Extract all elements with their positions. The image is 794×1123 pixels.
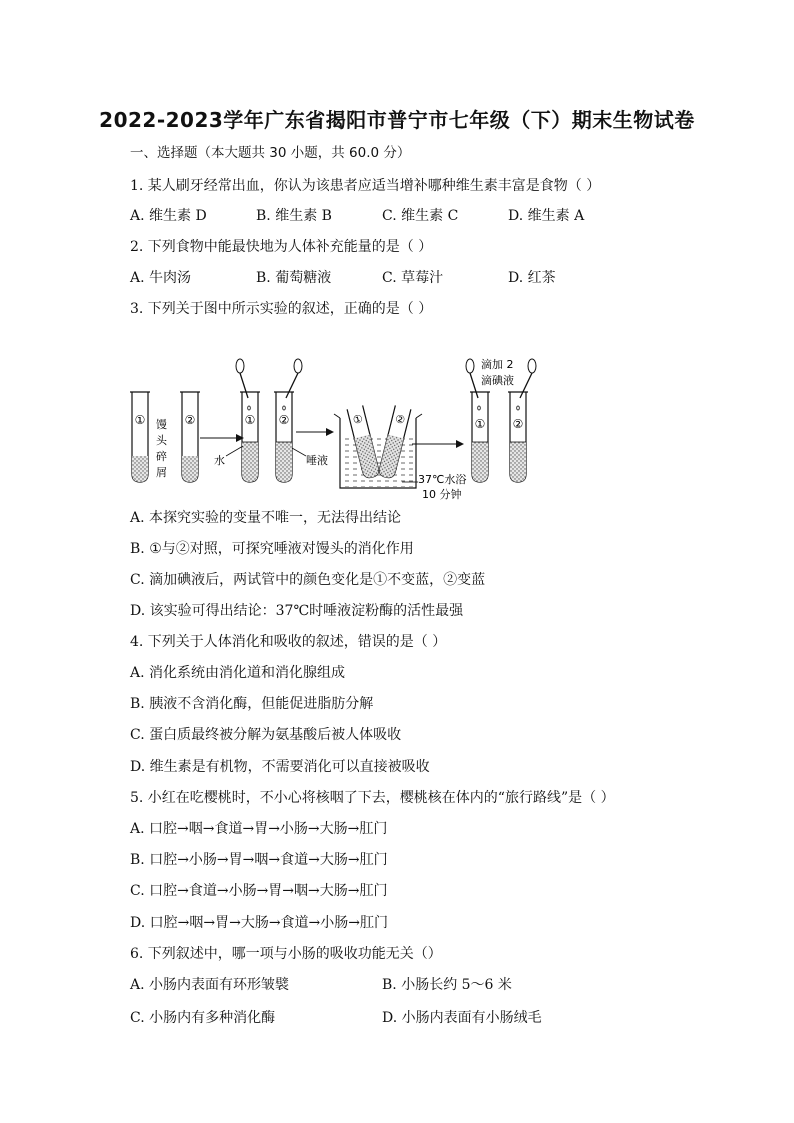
q5-stem: 5. 小红在吃樱桃时，不小心将核咽了下去，樱桃核在体内的“旅行路线”是（ ） xyxy=(130,790,615,806)
water-label: 水 xyxy=(214,454,225,467)
q6-option-a[interactable]: A. 小肠内表面有环形皱襞 xyxy=(130,977,290,993)
arrow-3 xyxy=(412,440,464,448)
stage2-tube2-label: ② xyxy=(278,413,290,427)
q5-option-c[interactable]: C. 口腔→食道→小肠→胃→咽→大肠→肛门 xyxy=(130,883,388,899)
q4-option-d[interactable]: D. 维生素是有机物，不需要消化可以直接被吸收 xyxy=(130,759,430,775)
q5-option-b[interactable]: B. 口腔→小肠→胃→咽→食道→大肠→肛门 xyxy=(130,852,388,868)
water-bath-beaker xyxy=(334,405,422,488)
q4-option-c[interactable]: C. 蛋白质最终被分解为氨基酸后被人体吸收 xyxy=(130,727,402,743)
arrow-1 xyxy=(200,434,244,442)
q1-option-a[interactable]: A. 维生素 D xyxy=(130,208,207,224)
mantou-char-1: 馒 xyxy=(156,418,167,431)
q6-stem: 6. 下列叙述中，哪一项与小肠的吸收功能无关（） xyxy=(130,946,442,962)
q3-option-c[interactable]: C. 滴加碘液后，两试管中的颜色变化是①不变蓝，②变蓝 xyxy=(130,572,486,588)
q2-stem: 2. 下列食物中能最快地为人体补充能量的是（ ） xyxy=(130,239,433,255)
stage1-tube2 xyxy=(180,392,200,482)
stage2-tube2 xyxy=(274,392,294,482)
q2-option-a[interactable]: A. 牛肉汤 xyxy=(130,270,192,286)
stage4-tube1-label: ① xyxy=(474,417,486,431)
q1-option-d[interactable]: D. 维生素 A xyxy=(508,208,585,224)
q2-option-d[interactable]: D. 红茶 xyxy=(508,270,556,286)
stage1-tube1-label: ① xyxy=(134,413,146,427)
saliva-label: 唾液 xyxy=(306,454,328,467)
q4-option-a[interactable]: A. 消化系统由消化道和消化腺组成 xyxy=(130,665,346,681)
bath-tube1-label: ① xyxy=(351,411,365,427)
q3-stem: 3. 下列关于图中所示实验的叙述，正确的是（ ） xyxy=(130,301,433,317)
experiment-figure xyxy=(120,352,550,502)
iodine-label-line1: 滴加 2 xyxy=(481,358,514,371)
arrow-2 xyxy=(296,428,334,436)
q6-option-c[interactable]: C. 小肠内有多种消化酶 xyxy=(130,1010,276,1026)
q3-option-d[interactable]: D. 该实验可得出结论：37℃时唾液淀粉酶的活性最强 xyxy=(130,603,464,619)
q5-option-d[interactable]: D. 口腔→咽→胃→大肠→食道→小肠→肛门 xyxy=(130,915,389,931)
q4-stem: 4. 下列关于人体消化和吸收的叙述，错误的是（ ） xyxy=(130,634,447,650)
stage1-tube2-label: ② xyxy=(184,413,196,427)
q1-option-b[interactable]: B. 维生素 B xyxy=(256,208,332,224)
stage1-tube1 xyxy=(130,392,150,482)
saliva-leader-line xyxy=(292,448,306,456)
mantou-char-4: 屑 xyxy=(156,466,167,479)
dropper-3 xyxy=(466,359,480,410)
q2-option-c[interactable]: C. 草莓汁 xyxy=(382,270,444,286)
q2-option-b[interactable]: B. 葡萄糖液 xyxy=(256,270,332,286)
stage2-tube1 xyxy=(240,392,260,482)
bath-time-label: 10 分钟 xyxy=(422,488,462,501)
stage4-tube2 xyxy=(508,392,528,482)
mantou-char-3: 碎 xyxy=(156,450,167,463)
iodine-label-line2: 滴碘液 xyxy=(481,374,514,387)
q3-option-b[interactable]: B. ①与②对照，可探究唾液对馒头的消化作用 xyxy=(130,541,414,557)
bath-tube2-label: ② xyxy=(393,411,407,427)
exam-title: 2022-2023学年广东省揭阳市普宁市七年级（下）期末生物试卷 xyxy=(99,108,695,132)
water-leader-line xyxy=(226,446,243,456)
q6-option-d[interactable]: D. 小肠内表面有小肠绒毛 xyxy=(382,1010,542,1026)
q1-stem: 1. 某人刷牙经常出血，你认为该患者应适当增补哪种维生素丰富是食物（ ） xyxy=(130,178,601,194)
q5-option-a[interactable]: A. 口腔→咽→食道→胃→小肠→大肠→肛门 xyxy=(130,821,388,837)
bath-temperature-label: 37℃水浴 xyxy=(418,473,467,486)
q4-option-b[interactable]: B. 胰液不含消化酶，但能促进脂肪分解 xyxy=(130,696,374,712)
q6-option-b[interactable]: B. 小肠长约 5～6 米 xyxy=(382,977,512,993)
q3-option-a[interactable]: A. 本探究实验的变量不唯一，无法得出结论 xyxy=(130,510,402,526)
stage4-tube2-label: ② xyxy=(512,417,524,431)
stage4-tube1 xyxy=(470,392,490,482)
dropper-1 xyxy=(236,359,250,410)
section-heading: 一、选择题（本大题共 30 小题，共 60.0 分） xyxy=(130,145,411,161)
mantou-label xyxy=(156,417,168,479)
stage2-tube1-label: ① xyxy=(244,413,256,427)
q1-option-c[interactable]: C. 维生素 C xyxy=(382,208,459,224)
mantou-char-2: 头 xyxy=(156,434,167,447)
